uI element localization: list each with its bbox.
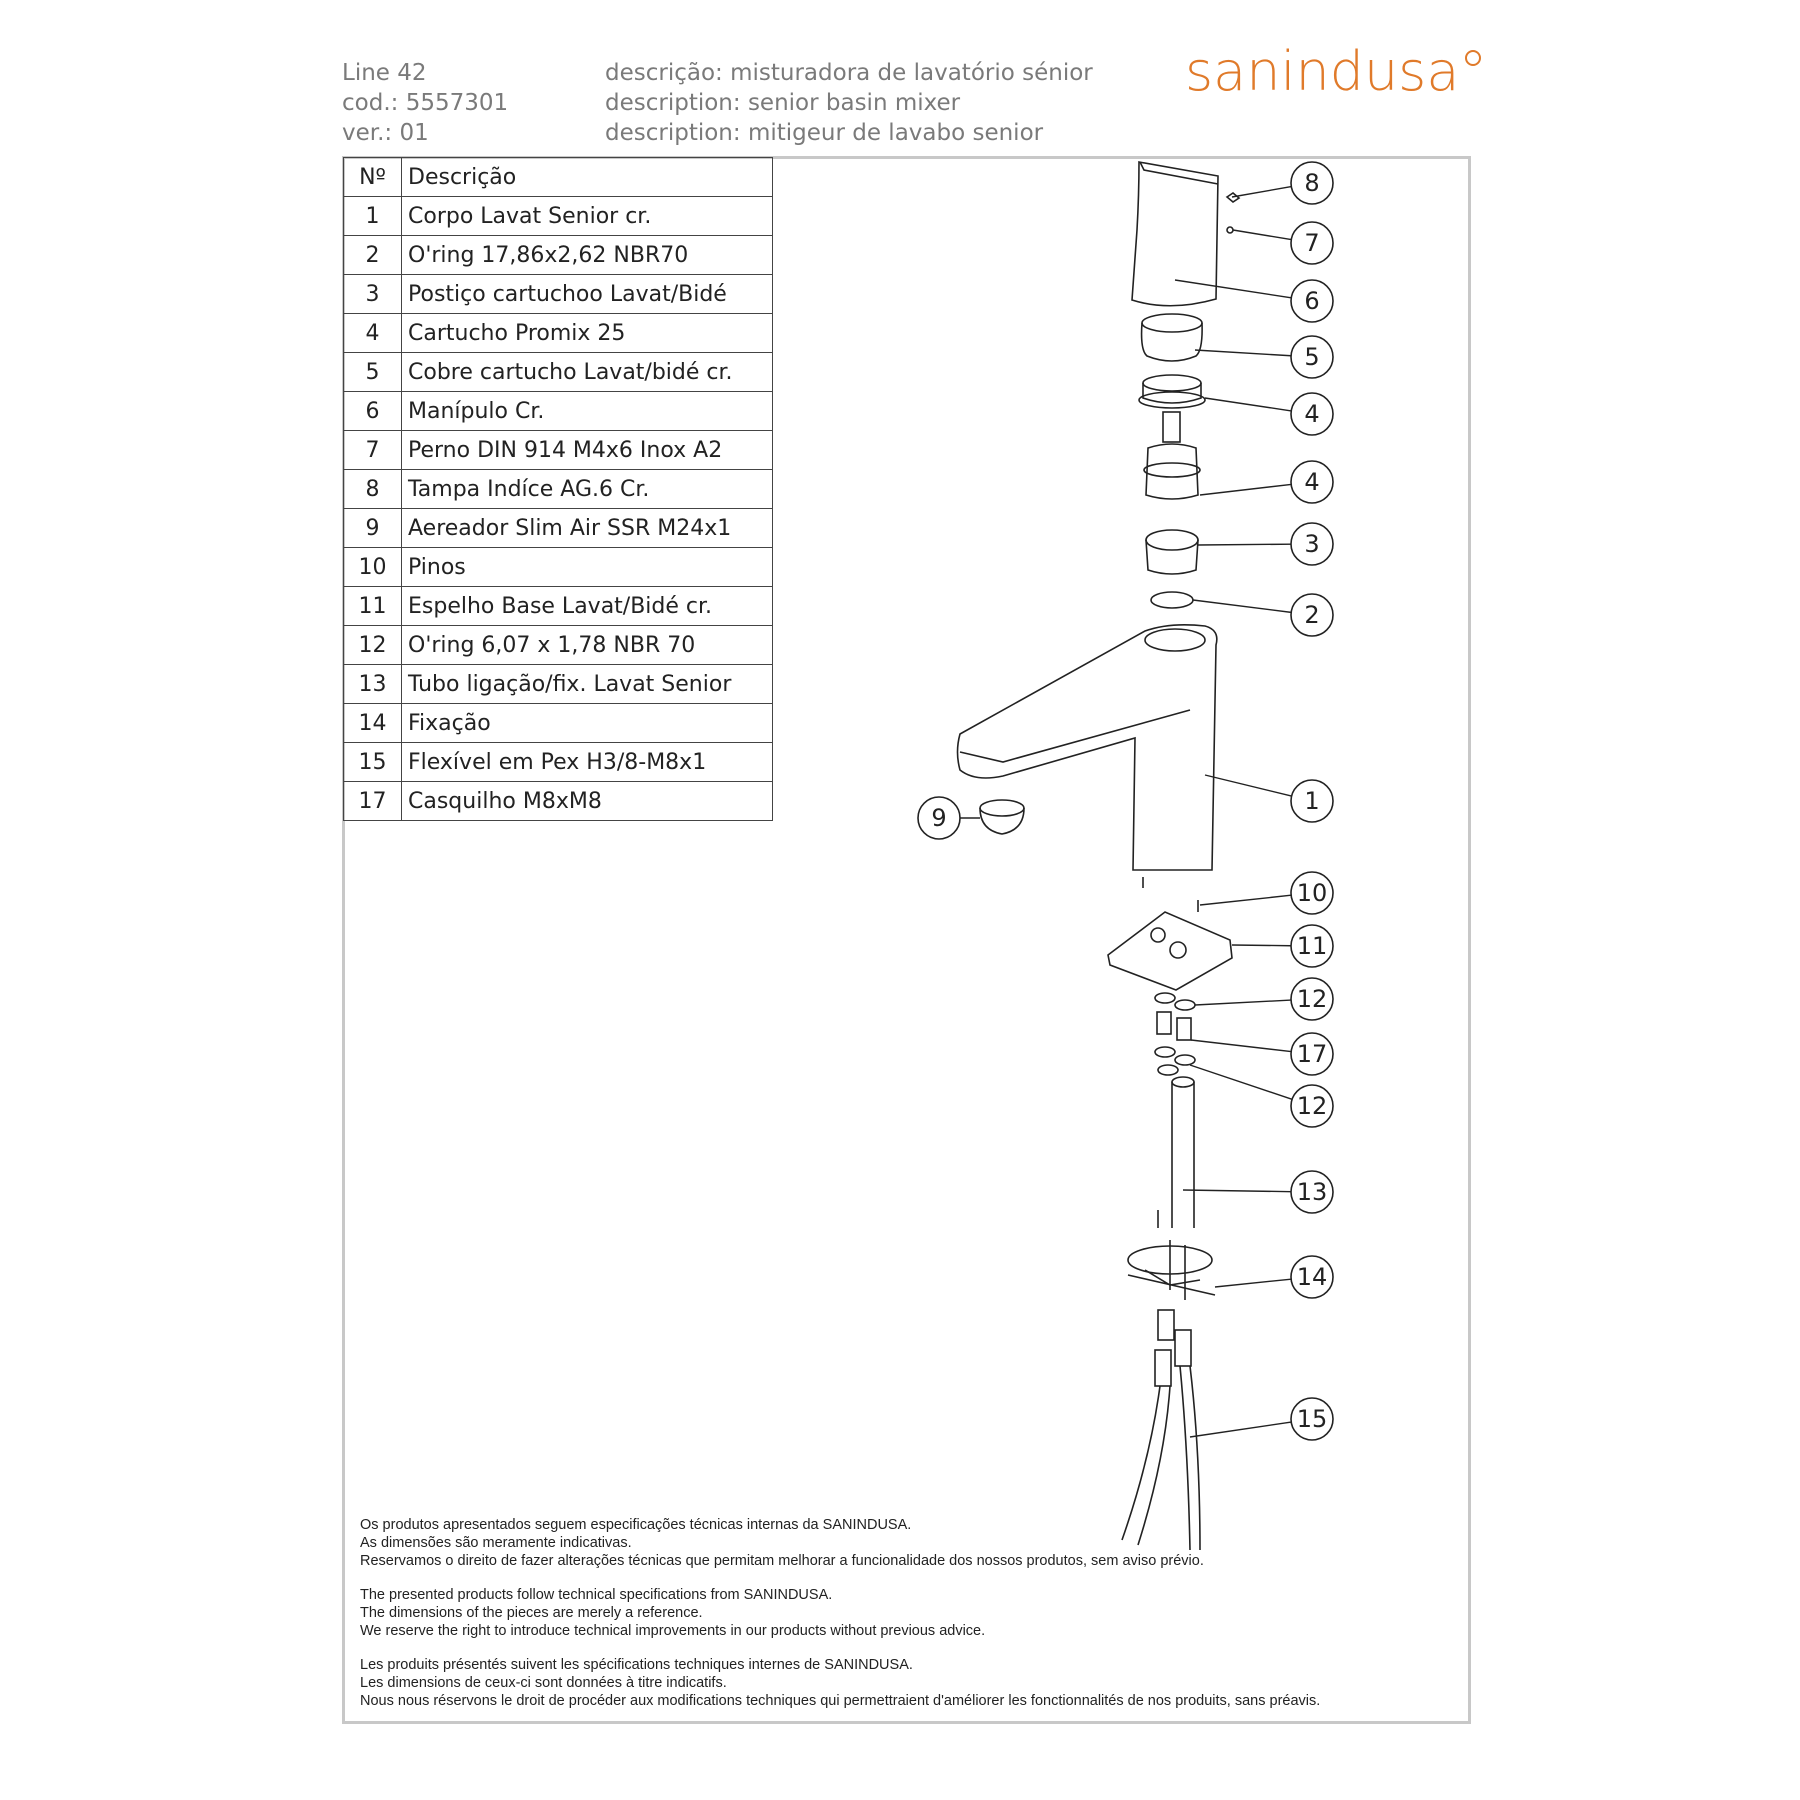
part-description: Aereador Slim Air SSR M24x1 <box>402 509 773 548</box>
description-pt: descrição: misturadora de lavatório sénior <box>605 60 1093 86</box>
callout-number: 13 <box>1296 1178 1328 1206</box>
part-17-bushing-2 <box>1177 1018 1191 1040</box>
callout-1 <box>1205 775 1333 822</box>
callout-number: 2 <box>1304 601 1320 629</box>
part-13-tube-top <box>1172 1077 1194 1087</box>
note-line: Os produtos apresentados seguem especificações técnicas internas da SANINDUSA. <box>360 1517 912 1533</box>
callout-number: 12 <box>1296 1092 1328 1120</box>
callout-7 <box>1233 222 1333 264</box>
notes-pt <box>360 1516 1320 1570</box>
leader-line <box>1190 1422 1291 1437</box>
part-description: O'ring 6,07 x 1,78 NBR 70 <box>402 626 773 665</box>
callout-13 <box>1183 1171 1333 1213</box>
part-13-tube <box>1172 1082 1194 1228</box>
callout-4 <box>1200 461 1333 503</box>
part-description: O'ring 17,86x2,62 NBR70 <box>402 236 773 275</box>
notes <box>360 1516 1320 1726</box>
leader-line <box>1191 1040 1291 1052</box>
part-description: Fixação <box>402 704 773 743</box>
code-label: cod.: 5557301 <box>342 90 509 116</box>
callout-5 <box>1195 336 1333 378</box>
part-4-cartridge-body <box>1146 444 1198 499</box>
part-15-hose-nut-3 <box>1155 1350 1171 1386</box>
part-description: Pinos <box>402 548 773 587</box>
callout-10 <box>1200 872 1333 914</box>
leader-line <box>1233 230 1291 240</box>
header-description: Descrição <box>402 158 773 197</box>
callout-number: 6 <box>1304 287 1320 315</box>
callout-number: 8 <box>1304 169 1320 197</box>
part-4-nut-top <box>1143 375 1201 391</box>
part-3-insert-top <box>1146 530 1198 550</box>
version-label: ver.: 01 <box>342 120 429 146</box>
callout-9 <box>918 797 980 839</box>
callout-number: 4 <box>1304 400 1320 428</box>
callout-number: 15 <box>1296 1405 1328 1433</box>
line-label: Line 42 <box>342 60 427 86</box>
callout-15 <box>1190 1398 1333 1440</box>
part-4-cartridge-stem <box>1163 412 1180 442</box>
part-6-handle-edge <box>1140 162 1218 184</box>
part-number: 12 <box>344 626 402 665</box>
part-12-oring <box>1155 993 1175 1003</box>
faucet-parts <box>958 162 1240 1550</box>
part-description: Perno DIN 914 M4x6 Inox A2 <box>402 431 773 470</box>
callout-17 <box>1191 1033 1333 1075</box>
notes-fr <box>360 1656 1320 1710</box>
part-2-oring <box>1151 592 1193 608</box>
part-description: Espelho Base Lavat/Bidé cr. <box>402 587 773 626</box>
part-9-aerator <box>980 808 1024 834</box>
part-description: Corpo Lavat Senior cr. <box>402 197 773 236</box>
part-15-hose-nut <box>1158 1310 1174 1340</box>
callout-number: 5 <box>1304 343 1320 371</box>
part-number: 2 <box>344 236 402 275</box>
part-number: 3 <box>344 275 402 314</box>
part-1-body-opening <box>1145 629 1205 651</box>
part-number: 6 <box>344 392 402 431</box>
callout-6 <box>1175 280 1333 322</box>
callout-number: 7 <box>1304 229 1320 257</box>
part-number: 14 <box>344 704 402 743</box>
note-line: Les produits présentés suivent les spécifications techniques internes de SANINDUSA. <box>360 1657 913 1673</box>
callout-number: 9 <box>931 804 947 832</box>
part-number: 1 <box>344 197 402 236</box>
callout-number: 10 <box>1296 879 1328 907</box>
description-fr: description: mitigeur de lavabo senior <box>605 120 1044 146</box>
leader-line <box>1183 1190 1291 1192</box>
logo-text: sanindusa <box>1185 40 1460 103</box>
note-line: The presented products follow technical specifications from SANINDUSA. <box>360 1587 833 1603</box>
notes-en <box>360 1586 1320 1640</box>
part-number: 10 <box>344 548 402 587</box>
leader-line <box>1232 187 1291 197</box>
part-number: 13 <box>344 665 402 704</box>
callout-14 <box>1215 1256 1333 1298</box>
note-line: The dimensions of the pieces are merely a reference. <box>360 1605 703 1621</box>
part-description: Manípulo Cr. <box>402 392 773 431</box>
note-line: Les dimensions de ceux-ci sont données à titre indicatifs. <box>360 1675 727 1691</box>
callout-number: 14 <box>1296 1263 1328 1291</box>
part-12-oring-2 <box>1175 1000 1195 1010</box>
callout-11 <box>1232 925 1333 967</box>
callout-number: 3 <box>1304 530 1320 558</box>
part-3-insert <box>1146 540 1198 574</box>
leader-line <box>1200 484 1291 495</box>
part-17-bushing <box>1157 1012 1171 1034</box>
part-number: 15 <box>344 743 402 782</box>
callout-4 <box>1205 393 1333 435</box>
note-line: Reservamos o direito de fazer alterações técnicas que permitam melhorar a funcionalidade dos nossos produtos, sem aviso prévio. <box>360 1553 1204 1569</box>
part-11-hole-2 <box>1170 942 1186 958</box>
part-description: Cobre cartucho Lavat/bidé cr. <box>402 353 773 392</box>
leader-line <box>1193 600 1291 612</box>
part-11-hole <box>1151 928 1165 942</box>
part-9-aerator-top <box>980 800 1024 816</box>
part-number: 9 <box>344 509 402 548</box>
part-number: 7 <box>344 431 402 470</box>
part-1-spout-edge <box>960 710 1190 762</box>
callout-number: 1 <box>1304 787 1320 815</box>
part-number: 5 <box>344 353 402 392</box>
part-description: Flexível em Pex H3/8-M8x1 <box>402 743 773 782</box>
part-number: 4 <box>344 314 402 353</box>
part-description: Casquilho M8xM8 <box>402 782 773 821</box>
leader-line <box>1205 775 1292 796</box>
leader-line <box>1195 1000 1291 1005</box>
part-12-oring-4 <box>1175 1055 1195 1065</box>
part-description: Postiço cartuchoo Lavat/Bidé <box>402 275 773 314</box>
note-line: Nous nous réservons le droit de procéder aux modifications techniques qui permettraient d'améliorer les fonctionnalités de nos produits, sans préavis. <box>360 1693 1321 1709</box>
part-14-fixing-rods <box>1170 1240 1185 1300</box>
part-7-screw <box>1227 227 1233 233</box>
part-number: 8 <box>344 470 402 509</box>
header-number: Nº <box>344 158 402 197</box>
callout-number: 12 <box>1296 985 1328 1013</box>
part-number: 11 <box>344 587 402 626</box>
part-15-hose-nut-2 <box>1175 1330 1191 1366</box>
leader-line <box>1198 544 1291 545</box>
part-5-cover-top <box>1142 314 1202 332</box>
part-12-oring-5 <box>1158 1065 1178 1075</box>
callout-number: 11 <box>1296 932 1328 960</box>
part-12-oring-3 <box>1155 1047 1175 1057</box>
description-en: description: senior basin mixer <box>605 90 961 116</box>
leader-line <box>1175 280 1291 298</box>
leader-line <box>1232 945 1291 946</box>
part-description: Tampa Indíce AG.6 Cr. <box>402 470 773 509</box>
note-line: As dimensões são meramente indicativas. <box>360 1535 632 1551</box>
part-description: Cartucho Promix 25 <box>402 314 773 353</box>
callouts <box>918 162 1333 1440</box>
callout-8 <box>1232 162 1333 204</box>
note-line: We reserve the right to introduce technical improvements in our products without previous advice. <box>360 1623 986 1639</box>
callout-3 <box>1198 523 1333 565</box>
callout-2 <box>1193 594 1333 636</box>
leader-line <box>1205 398 1291 411</box>
part-description: Tubo ligação/fix. Lavat Senior <box>402 665 773 704</box>
callout-number: 17 <box>1296 1040 1328 1068</box>
callout-12 <box>1195 978 1333 1020</box>
leader-line <box>1215 1279 1291 1287</box>
leader-line <box>1200 895 1291 905</box>
leader-line <box>1190 1065 1292 1099</box>
part-number: 17 <box>344 782 402 821</box>
part-4-cartridge-ring <box>1144 463 1200 477</box>
callout-number: 4 <box>1304 468 1320 496</box>
leader-line <box>1195 350 1291 356</box>
